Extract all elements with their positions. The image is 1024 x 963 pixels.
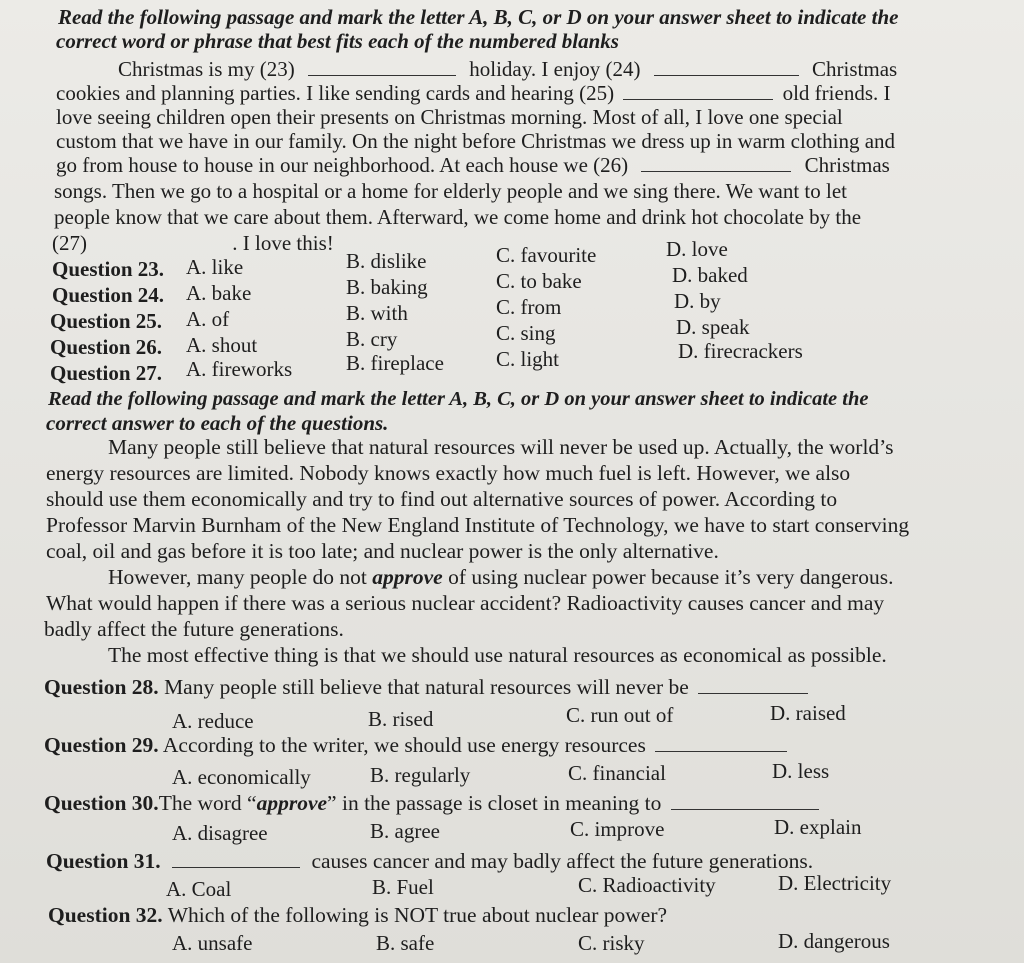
option-b[interactable]: B. dislike [346,249,427,273]
keyword-approve: approve [372,565,443,589]
passage2-text: energy resources are limited. Nobody knows exactly how much fuel is left. However, we also [46,461,851,485]
option-b[interactable]: B. agree [370,819,440,843]
option-d[interactable]: D. speak [676,315,750,339]
section2-instruction-line2: correct answer to each of the questions. [46,411,389,435]
question-stem: Question 31. causes cancer and may badly affect the future generations. [46,849,814,873]
option-d[interactable]: D. baked [672,263,748,287]
passage2-text: should use them economically and try to find out alternative sources of power. According to [46,487,838,511]
option-b[interactable]: B. cry [346,327,398,351]
option-a[interactable]: A. reduce [172,709,254,733]
option-b[interactable]: B. safe [376,931,435,955]
option-d[interactable]: D. by [674,289,721,313]
section1-instruction-line2: correct word or phrase that best fits each of the numbered blanks [56,29,619,53]
option-b[interactable]: B. Fuel [372,875,434,899]
option-c[interactable]: C. light [496,347,560,371]
option-a[interactable]: A. economically [172,765,311,789]
option-d[interactable]: D. firecrackers [678,339,803,363]
option-c[interactable]: C. from [496,295,562,319]
answer-blank[interactable] [698,675,808,694]
passage1-text: cookies and planning parties. I like sending cards and hearing (25) old friends. I [56,81,891,105]
question-stem: Question 32. Which of the following is NOT true about nuclear power? [48,903,668,927]
option-c[interactable]: C. Radioactivity [578,873,716,897]
option-d[interactable]: D. love [666,237,728,261]
option-c[interactable]: C. favourite [496,243,597,267]
section1-instruction-line1: Read the following passage and mark the letter A, B, C, or D on your answer sheet to indicate the [58,5,899,29]
passage2-text: However, many people do not approve of using nuclear power because it’s very dangerous. [108,565,894,589]
passage1-text: love seeing children open their presents on Christmas morning. Most of all, I love one special [56,105,843,129]
option-c[interactable]: C. risky [578,931,645,955]
option-b[interactable]: B. with [346,301,408,325]
blank-26[interactable] [641,153,791,172]
passage2-text: The most effective thing is that we should use natural resources as economical as possible. [108,643,887,667]
option-a[interactable]: A. unsafe [172,931,253,955]
option-c[interactable]: C. to bake [496,269,582,293]
passage1-text: people know that we care about them. Afterward, we come home and drink hot chocolate by the [54,205,862,229]
question-stem: Question 30.The word “approve” in the passage is closet in meaning to [44,790,819,816]
passage2-text: coal, oil and gas before it is too late; and nuclear power is the only alternative. [46,539,719,563]
passage2-text: Many people still believe that natural resources will never be used up. Actually, the world’s [108,435,894,459]
option-a[interactable]: A. Coal [166,877,232,901]
option-a[interactable]: A. fireworks [186,357,293,381]
option-a[interactable]: A. disagree [172,821,268,845]
answer-blank[interactable] [172,849,300,868]
question-stem: Question 28. Many people still believe that natural resources will never be [44,674,808,700]
answer-blank[interactable] [655,733,787,752]
section2-instruction-line1: Read the following passage and mark the letter A, B, C, or D on your answer sheet to indicate the [48,388,869,410]
question-label: Question 25. [50,309,163,333]
question-label: Question 23. [52,257,165,281]
question-label: Question 24. [52,283,165,307]
option-c[interactable]: C. improve [570,817,665,841]
option-b[interactable]: B. regularly [370,763,471,787]
option-b[interactable]: B. rised [368,707,434,731]
question-stem: Question 29. According to the writer, we should use energy resources [44,732,787,758]
option-a[interactable]: A. bake [186,281,252,305]
option-d[interactable]: D. less [772,759,830,783]
passage2-text: What would happen if there was a serious nuclear accident? Radioactivity causes cancer and may [46,591,885,615]
option-d[interactable]: D. Electricity [778,871,892,895]
answer-blank[interactable] [671,791,819,810]
passage2-text: Professor Marvin Burnham of the New England Institute of Technology, we have to start conserving [46,513,910,537]
passage1-text: Christmas is my (23) holiday. I enjoy (24) Christmas [118,57,898,81]
option-c[interactable]: C. financial [568,761,666,785]
option-a[interactable]: A. like [186,255,244,279]
option-b[interactable]: B. baking [346,275,428,299]
option-b[interactable]: B. fireplace [346,351,444,375]
option-c[interactable]: C. sing [496,321,556,345]
option-c[interactable]: C. run out of [566,703,674,727]
question-label: Question 27. [50,361,163,385]
passage1-text: songs. Then we go to a hospital or a home for elderly people and we sing there. We want to let [54,179,847,203]
option-d[interactable]: D. dangerous [778,929,890,953]
passage1-text: go from house to house in our neighborhood. At each house we (26) Christmas [56,153,890,177]
passage1-text: (27) . I love this! [52,231,334,255]
question-label: Question 26. [50,335,163,359]
passage2-text: badly affect the future generations. [44,617,344,641]
passage1-text: custom that we have in our family. On the night before Christmas we dress up in warm clothing and [56,129,896,153]
option-d[interactable]: D. raised [770,701,846,725]
option-a[interactable]: A. of [186,307,230,331]
blank-24[interactable] [654,57,799,76]
option-d[interactable]: D. explain [774,815,862,839]
blank-25[interactable] [623,81,773,100]
option-a[interactable]: A. shout [186,333,258,357]
blank-23[interactable] [308,57,456,76]
